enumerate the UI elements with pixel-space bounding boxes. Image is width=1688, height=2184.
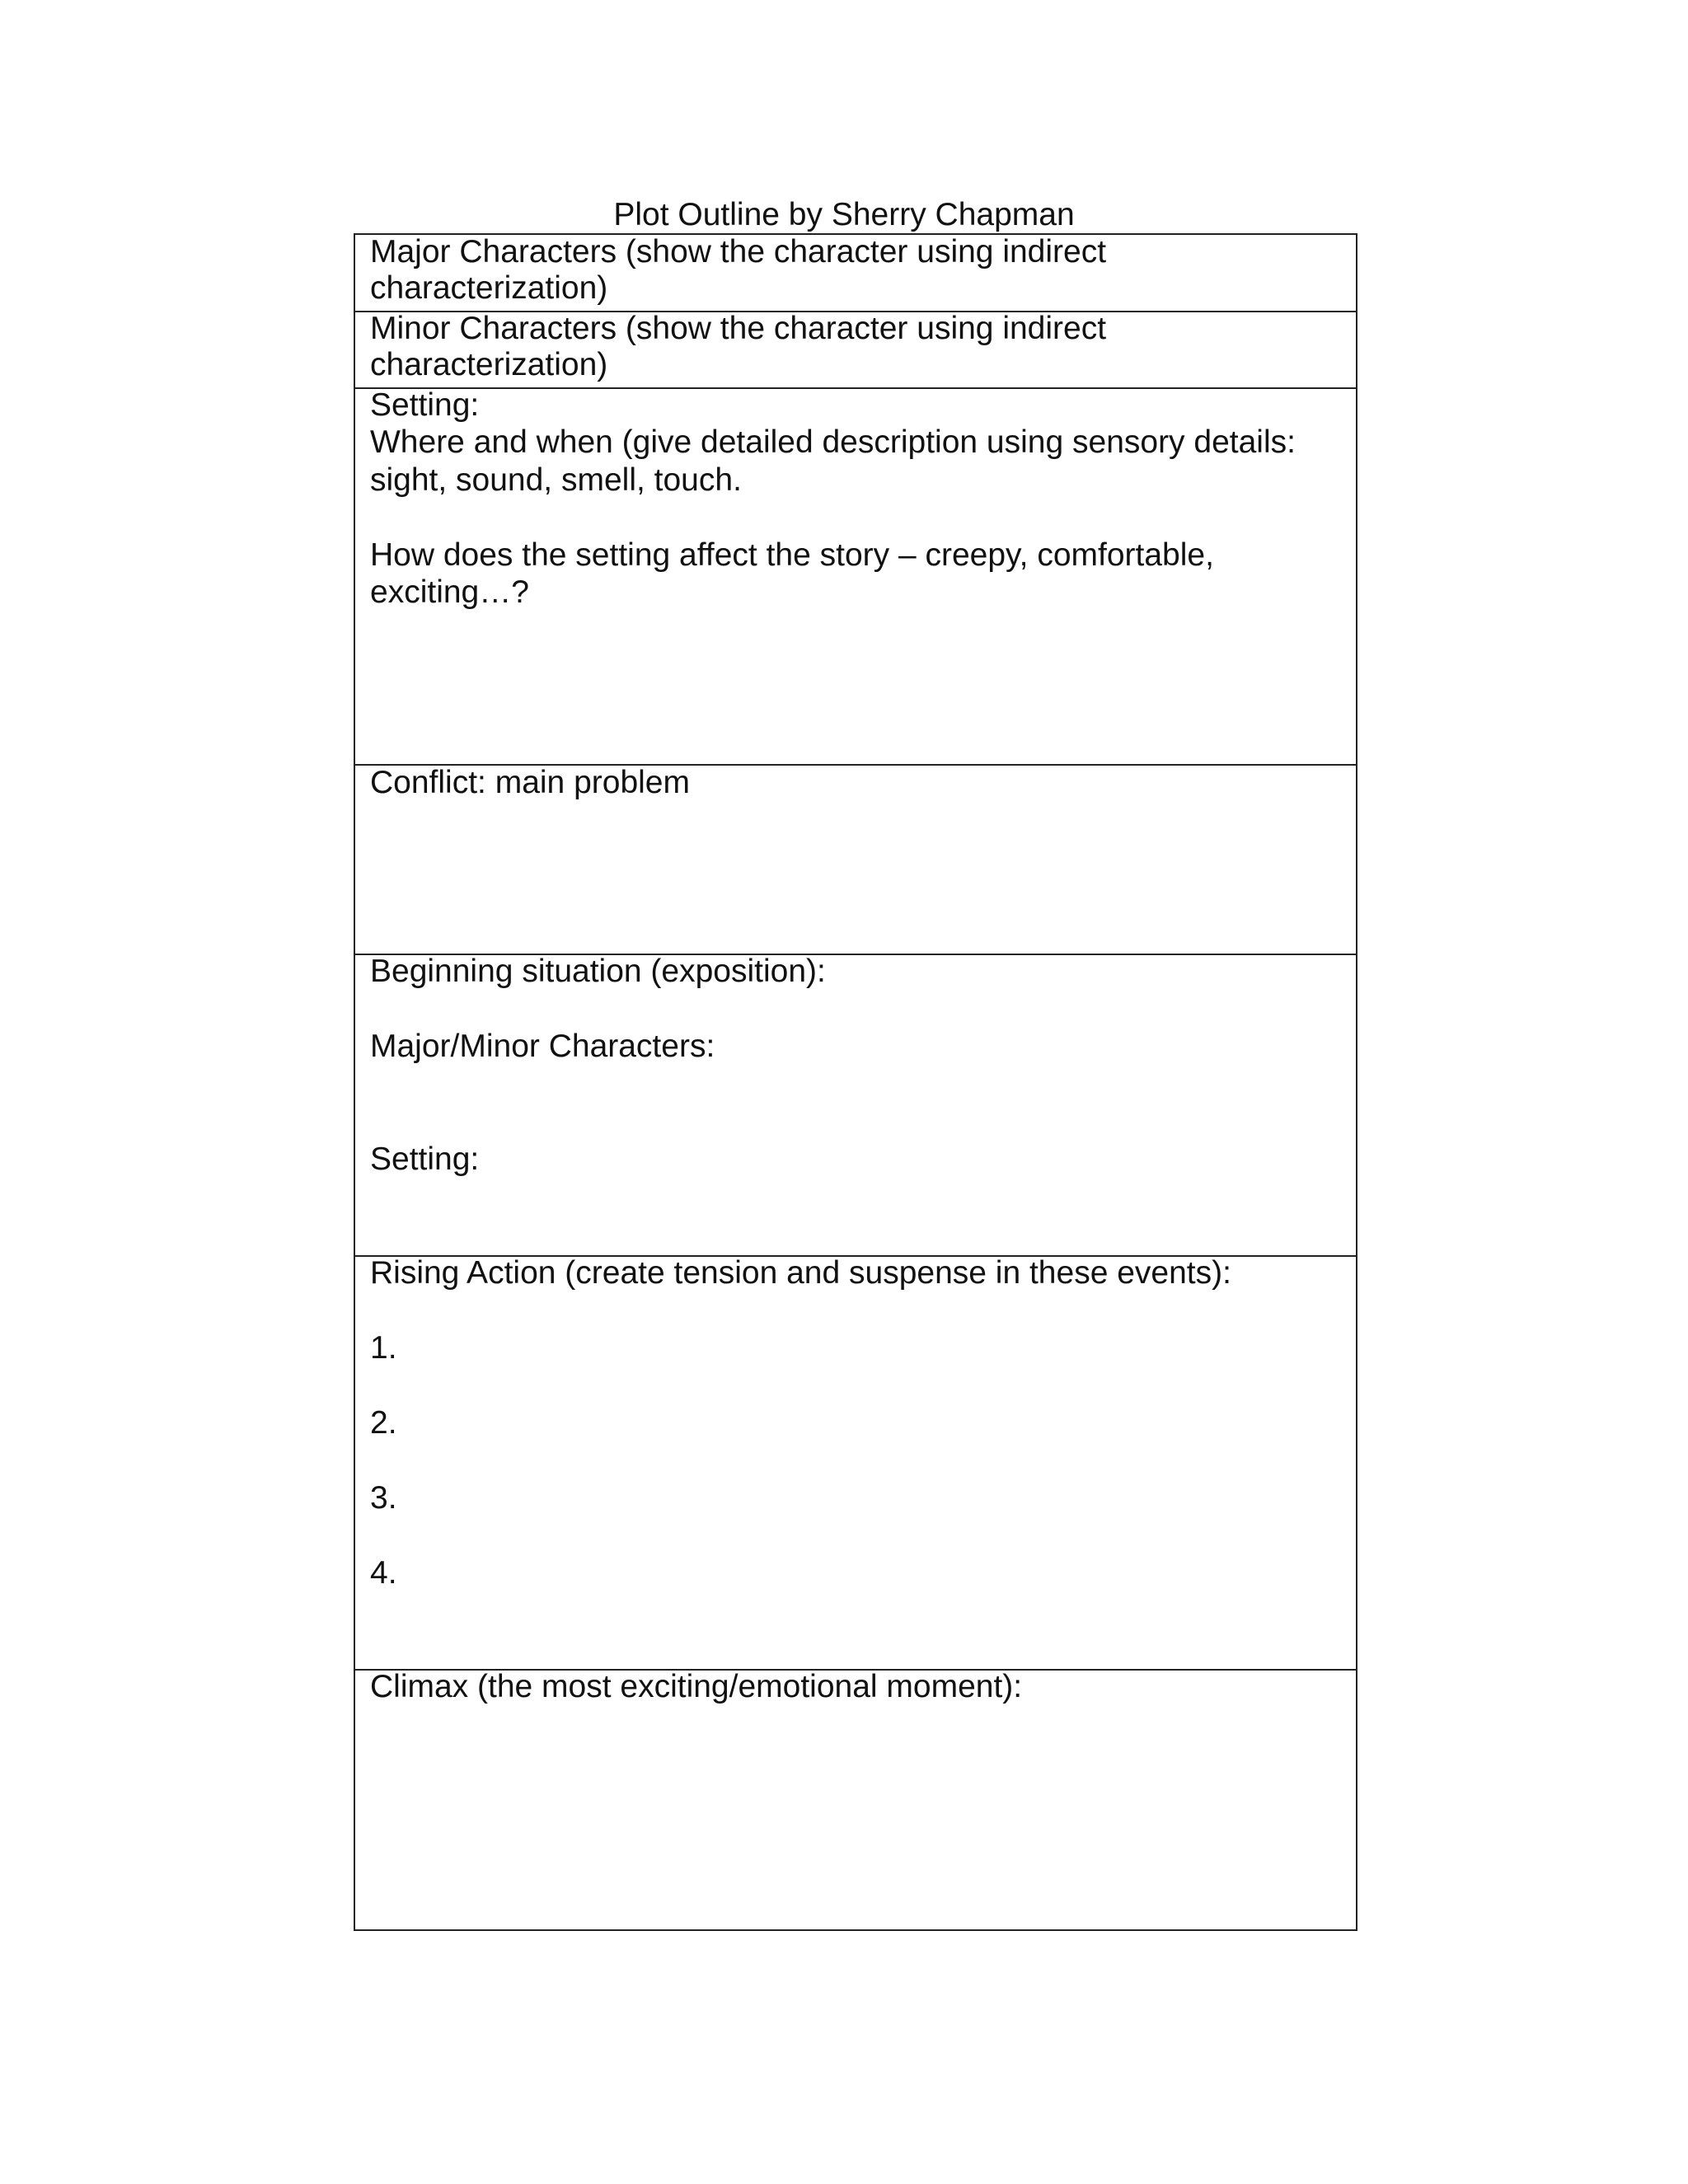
major-characters-cell[interactable] [355,235,1356,311]
setting-line-where-when: Where and when (give detailed description using sensory details: [370,424,1296,460]
setting-line-affect: How does the setting affect the story – creepy, comfortable, [370,537,1214,573]
setting-cell[interactable] [355,387,1356,764]
rising-action-item: 3. [370,1480,397,1516]
rising-action-heading: Rising Action (create tension and suspense in these events): [370,1255,1231,1291]
rising-action-item: 2. [370,1405,397,1441]
beginning-situation-cell[interactable] [355,954,1356,1255]
minor-characters-label-line2: characterization) [370,347,608,382]
rising-action-item: 4. [370,1555,397,1591]
beginning-situation-heading: Beginning situation (exposition): [370,954,826,989]
plot-outline-table [354,233,1357,1931]
setting-line-senses: sight, sound, smell, touch. [370,462,742,498]
page-title: Plot Outline by Sherry Chapman [613,197,1075,232]
conflict-heading: Conflict: main problem [370,765,690,800]
setting-line-exciting: exciting…? [370,574,529,610]
minor-characters-label-line1: Minor Characters (show the character using indirect [370,311,1107,346]
rising-action-item: 1. [370,1330,397,1366]
major-characters-label-line2: characterization) [370,270,608,306]
beginning-characters-label: Major/Minor Characters: [370,1029,715,1064]
rising-action-cell[interactable] [355,1255,1356,1669]
climax-heading: Climax (the most exciting/emotional moment): [370,1669,1023,1704]
conflict-cell[interactable] [355,764,1356,954]
minor-characters-cell[interactable] [355,311,1356,387]
beginning-setting-label: Setting: [370,1141,480,1177]
climax-cell[interactable] [355,1669,1356,1929]
setting-heading: Setting: [370,387,480,423]
major-characters-label-line1: Major Characters (show the character using indirect [370,234,1107,269]
